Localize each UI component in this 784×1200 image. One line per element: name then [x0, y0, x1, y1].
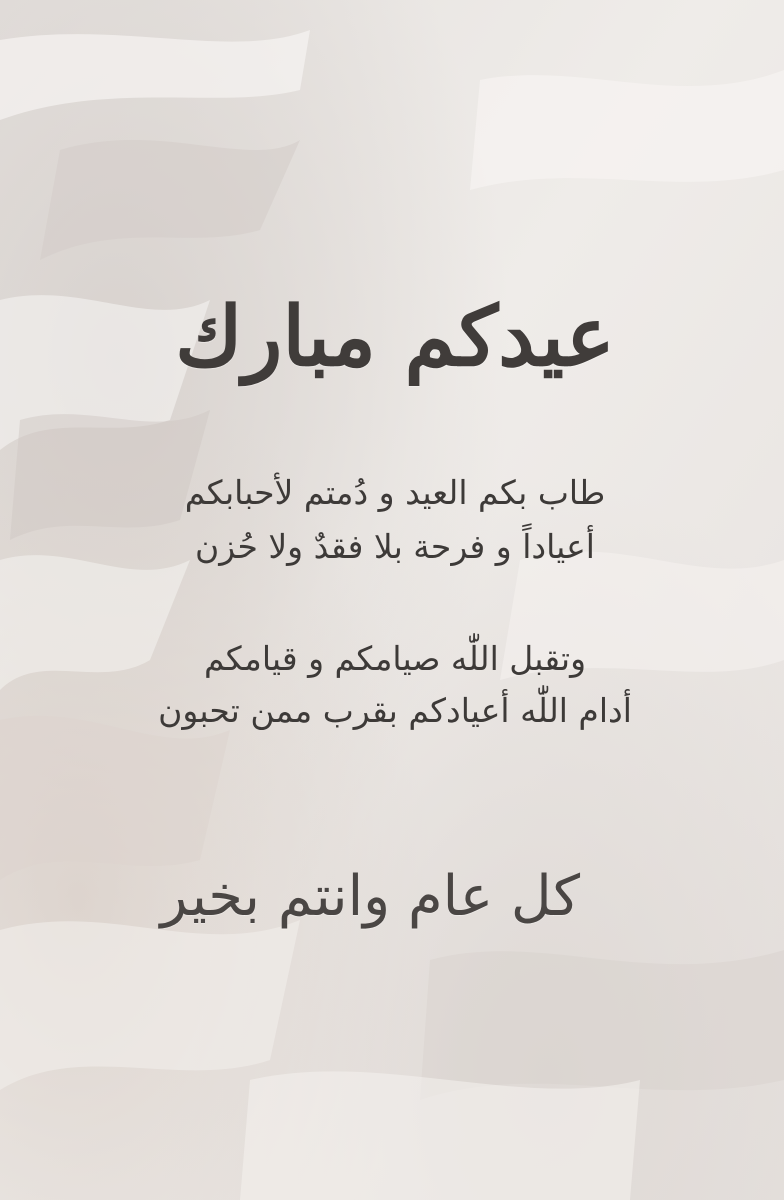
- verse-line-2: أعياداً و فرحة بلا فقدٌ ولا حُزن: [195, 527, 595, 566]
- verse-line-1: طاب بكم العيد و دُمتم لأحبابكم: [184, 473, 606, 512]
- closing-calligraphy: كل عام وانتم بخير: [160, 864, 580, 929]
- eid-greeting-title: عيدكم مبارك: [175, 289, 615, 385]
- verse-line-4: أدام اللّٰه أعيادكم بقرب ممن تحبون: [158, 691, 632, 730]
- verse-line-3: وتقبل اللّٰه صيامكم و قيامكم: [203, 639, 587, 678]
